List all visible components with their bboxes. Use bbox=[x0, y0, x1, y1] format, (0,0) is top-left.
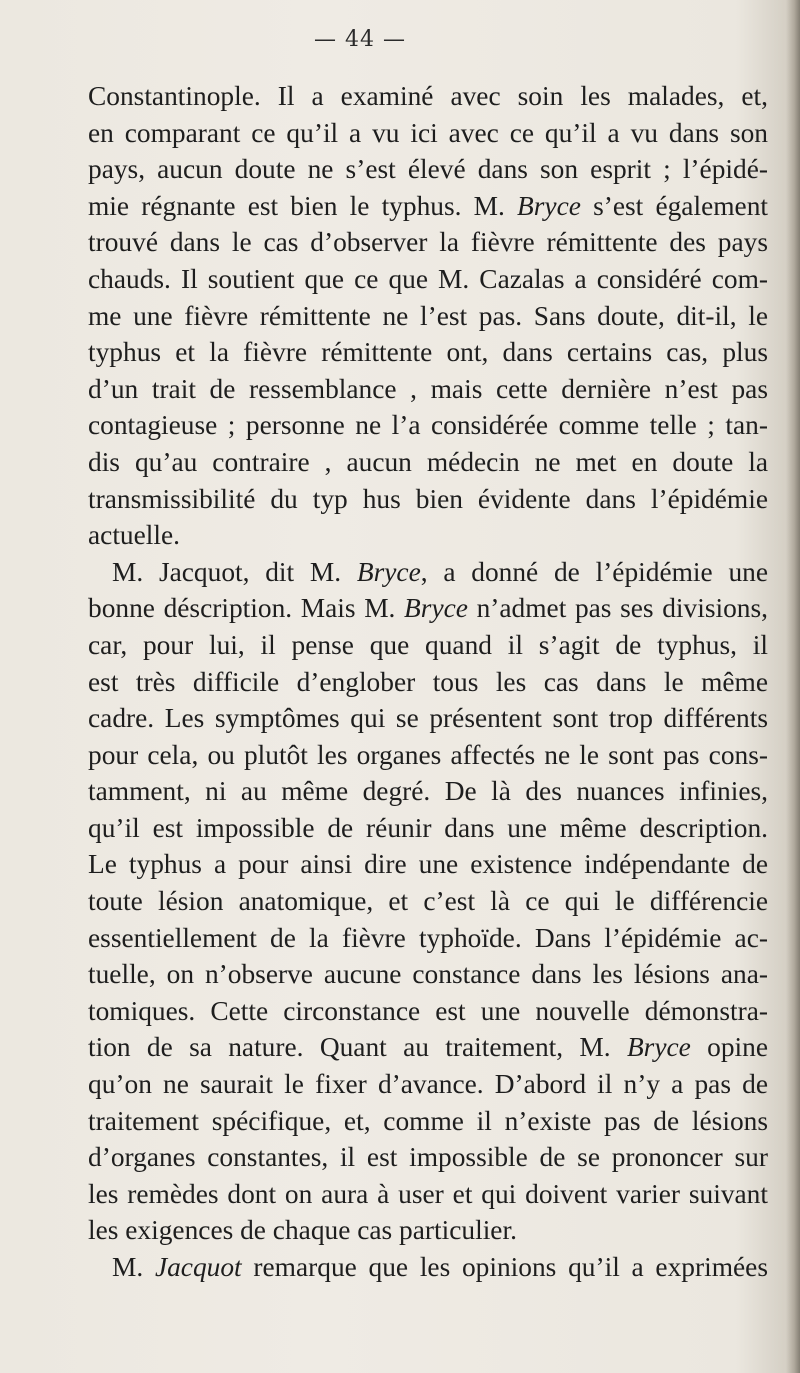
text-line bbox=[88, 590, 768, 627]
text-segment: opine bbox=[690, 1032, 768, 1063]
text-line: les exigences de chaque cas particulier. bbox=[88, 1215, 517, 1246]
text-line: traitement spécifique, et, comme il n’existe pas de lésions bbox=[88, 1105, 768, 1136]
text-segment: M. bbox=[112, 1252, 155, 1282]
text-line: toute lésion anatomique, et c’est là ce qui le différencie bbox=[88, 886, 768, 917]
italic-name: Bryce bbox=[404, 593, 468, 624]
text-line bbox=[88, 1249, 768, 1286]
text-line: tuelle, on n’observe aucune constance dans les lésions ana- bbox=[88, 959, 768, 990]
text-line: Constantinople. Il a examiné avec soin les malades, et, bbox=[88, 81, 768, 111]
text-segment: M. Jacquot, dit M. bbox=[112, 556, 357, 587]
text-line: est très difficile d’englober tous les cas dans le même bbox=[88, 666, 768, 697]
text-segment: , a donné de l’épidémie une bbox=[420, 556, 768, 587]
italic-name: Jacquot bbox=[154, 1252, 242, 1282]
text-line: d’organes constantes, il est impossible de se prononcer sur bbox=[88, 1142, 768, 1173]
page-number: — 44 — bbox=[314, 27, 406, 52]
text-line: qu’on ne saurait le fixer d’avance. D’abord il n’y a pas de bbox=[88, 1069, 768, 1100]
text-line: car, pour lui, il pense que quand il s’agit de typhus, il bbox=[88, 629, 768, 660]
text-line: en comparant ce qu’il a vu ici avec ce qu’il a vu dans son bbox=[88, 117, 768, 148]
text-line: cadre. Les symptômes qui se présentent sont trop différents bbox=[88, 703, 768, 734]
text-segment: s’est également bbox=[580, 190, 769, 221]
text-line: me une fièvre rémittente ne l’est pas. Sans doute, dit-il, le bbox=[88, 300, 768, 331]
text-line: essentiellement de la fièvre typhoïde. Dans l’épidémie ac- bbox=[88, 922, 768, 953]
text-line: chauds. Il soutient que ce que M. Cazalas a considéré com- bbox=[88, 263, 768, 294]
page-text bbox=[88, 78, 768, 1286]
italic-name: Bryce bbox=[356, 556, 421, 587]
italic-name: Bryce bbox=[626, 1032, 691, 1063]
text-segment: remarque que les opinions qu’il a exprimées bbox=[241, 1252, 768, 1282]
text-line: d’un trait de ressemblance , mais cette dernière n’est pas bbox=[88, 373, 768, 404]
text-line: qu’il est impossible de réunir dans une même description. bbox=[88, 812, 768, 843]
text-line: pour cela, ou plutôt les organes affectés ne le sont pas cons- bbox=[88, 739, 768, 770]
text-line bbox=[88, 188, 768, 225]
page-edge-shadow bbox=[786, 0, 800, 1373]
text-line: transmissibilité du typ hus bien évidente dans l’épidémie bbox=[88, 483, 768, 514]
text-segment: mie régnante est bien le typhus. M. bbox=[88, 190, 518, 221]
text-line: contagieuse ; personne ne l’a considérée comme telle ; tan- bbox=[88, 410, 768, 441]
text-line: actuelle. bbox=[88, 520, 181, 551]
text-segment: bonne déscription. Mais M. bbox=[88, 593, 405, 624]
text-line: typhus et la fièvre rémittente ont, dans certains cas, plus bbox=[88, 337, 768, 368]
text-segment: tion de sa nature. Quant au traitement, M. bbox=[88, 1032, 627, 1063]
text-line: Le typhus a pour ainsi dire une existence indépendante de bbox=[88, 849, 768, 880]
text-line: tamment, ni au même degré. De là des nuances infinies, bbox=[88, 776, 768, 807]
text-line: tomiques. Cette circonstance est une nouvelle démonstra- bbox=[88, 995, 768, 1026]
text-line: pays, aucun doute ne s’est élevé dans son esprit ; l’épidé- bbox=[88, 154, 768, 185]
text-line: les remèdes dont on aura à user et qui doivent varier suivant bbox=[88, 1178, 768, 1209]
text-line bbox=[88, 554, 768, 591]
italic-name: Bryce bbox=[517, 190, 581, 221]
text-line: trouvé dans le cas d’observer la fièvre rémittente des pays bbox=[88, 227, 768, 258]
text-segment: n’admet pas ses divisions, bbox=[467, 593, 768, 624]
text-line: dis qu’au contraire , aucun médecin ne met en doute la bbox=[88, 446, 768, 477]
text-line bbox=[88, 1029, 768, 1066]
